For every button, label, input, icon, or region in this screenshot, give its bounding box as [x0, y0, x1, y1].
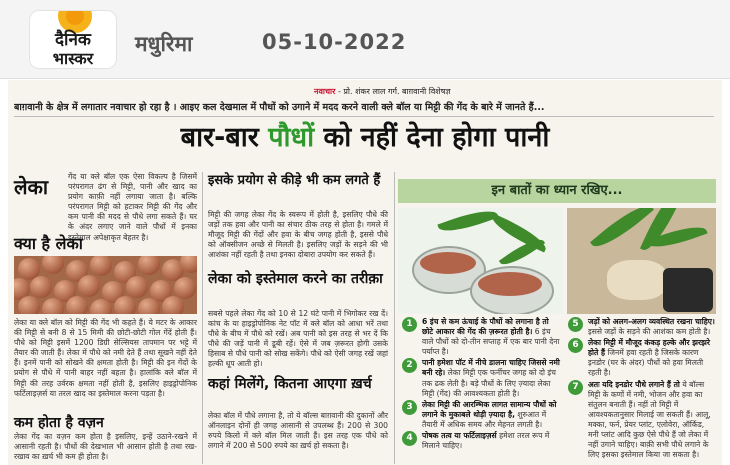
potted-plants-photo: [398, 208, 563, 314]
tip-bold-text: पानी हमेशा पॉट में नीचे डालना चाहिए जिससे नमी बनी रहे।: [422, 358, 560, 378]
tip-item: [402, 400, 562, 430]
clay-balls-in-pot: [420, 252, 476, 274]
headline: [8, 117, 722, 154]
top-bar: [0, 0, 730, 79]
tip-number-badge: 4: [402, 431, 417, 446]
tip-item: [402, 358, 562, 398]
tip-item: [402, 431, 562, 451]
tip-bold-text: अतः यदि इनडोर पौधे लगाने हैं तो: [588, 379, 680, 389]
tip-item: [568, 338, 716, 378]
clay-ball: [174, 277, 196, 299]
clay-ball: [42, 256, 64, 274]
clay-ball: [114, 296, 136, 314]
col1-paragraph-2: [14, 318, 197, 399]
article-intro: बाग़वानी के क्षेत्र में लगातार नवाचार हो रहा है । आइए कल देखमाल में पौधों को उगाने में मदद करने वाली क्ले बॉल या मिट्टी की गेंद के बारे में जानते हैं...: [14, 100, 714, 117]
tip-item: [568, 380, 716, 461]
plant-roots-photo: [567, 208, 716, 314]
col2-p2-text: सबसे पहले लेका गेंद को 10 से 12 घंटे पानी में भिगोकर रख दें। कांच के या हाइड्रोपोनिक नेट पॉट में क्ले बॉल को आधा भरें तथा पौधे के बीच में पौधे को रखें। अब पानी को इस तरह से भर दें कि पौधे की जड़ें पानी में डूबी रहें। ऐसे में जब ज़रूरत होगी उसके हिसाब से पौधे पानी को सोख सकेंगे। पौधे को ऐसी जगह रखें जहां हल्की धूप आती हो।: [208, 309, 388, 369]
tip-number-badge: 5: [568, 317, 583, 332]
byline-author: - प्रो. शंकर लाल गर्ग. बाग़वानी विशेषज्ञ: [337, 87, 451, 96]
tip-bold-text: लेका मिट्टी की आरम्भिक लागत सामान्य पौधों को लगाने के मुकाबले थोड़ी ज़्यादा है,: [422, 399, 557, 419]
pot-icon: [663, 268, 713, 312]
logo-line-1: दैनिक: [55, 30, 91, 50]
col1-p1-text: गेंद या क्ले बॉल एक ऐसा विकल्प है जिसमें परंपरागत ढंग से मिट्टी, पानी और खाद का प्रयोग काफ़ी नहीं लगाया जाता है। बल्कि परंपरागत मिट्टी को हटाकर मिट्टी की गेंद और कम पानी की मदद से पौधे लगा सकते हैं। घर के अंदर लगाए जाने वाले पौधों में इनका इस्तेमाल अपेक्षाकृत बेहतर है।: [68, 172, 197, 242]
clay-ball: [90, 256, 112, 276]
clay-ball: [66, 296, 88, 314]
clay-ball: [138, 298, 160, 314]
tip-text: जिनमें हवा रहती है जिसके कारण इनडोर (घर के अंदर) पौधों को हवा मिलती रहती है।: [588, 348, 704, 378]
tips-left-column: [402, 317, 562, 452]
roots-icon: [607, 260, 667, 300]
col2-p3-text: लेका बॉल में पौधे लगाना है, तो ये बॉल्स बाग़वानी की दुकानों और ऑनलाइन दोनों ही जगह आसानी से उपलब्ध हैं। 200 से 300 रुपये किलो में क्ले बॉल मिल जाती हैं। इस तरह एक पौधे को लगाने में 200 से 500 रुपये का ख़र्च हो सकता है।: [208, 411, 388, 451]
clay-ball: [162, 296, 184, 314]
headline-highlight: पौधों: [268, 122, 315, 153]
col2-paragraph-3: [208, 411, 388, 451]
headline-part-2: को नहीं देना होगा पानी: [323, 122, 550, 153]
tip-bold-text: जड़ों को अलग-अलग व्यवस्थित रखना चाहिए।: [588, 317, 715, 326]
column-divider: [394, 172, 395, 464]
clay-ball: [30, 276, 52, 298]
col1-p2-text: लेका या क्ले बॉल को मिट्टी की गेंद भी कहते हैं। ये मटर के आकार की मिट्टी से बनी 8 से 15 मिमी की छोटी-छोटी गोल गेंदें होती हैं। पौधे को मिट्टी इसमें 1200 डिग्री सेल्सियस तापमान पर भट्टे में तैयार की जाती हैं। लेका में पौधे को नमी देते हैं तथा सूखने नहीं देते हैं। इनमें पानी को सोखने की क्षमता होती है। मिट्टी की इन गेंदों के प्रयोग से पौधे में पानी बाहर नहीं बहता है। हालांकि क्ले बॉल में मिट्टी की तरह उर्वरक क्षमता नहीं होती है, इसलिए हाइड्रोपोनिक फर्टिलाइज़र्स या तरल खाद का इस्तेमाल करना पड़ता है।: [14, 318, 197, 398]
edition-name: मधुरिमा: [135, 32, 193, 56]
tip-text: हमेशा तरल रूप में मिलाने चाहिए।: [422, 431, 550, 451]
byline-tag: नवाचार: [314, 87, 336, 96]
edition-date: 05-10-2022: [262, 30, 407, 54]
tip-text: लेका मिट्टी एक फर्नीचर जगह को दो इंच तक ढक लेती है। बड़े पौधों के लिए ज़्यादा लेका मिट्टी (गेंद) की आवश्यकता होती है।: [422, 368, 556, 398]
tip-bold-text: लेका मिट्टी में मौजूद कंकड़ हल्के और झरझरे होते हैं: [588, 338, 710, 358]
tip-number-badge: 3: [402, 400, 417, 415]
subhead-where-cost: कहां मिलेंगे, कितना आएगा ख़र्च: [208, 376, 372, 392]
col1-paragraph-3: [14, 432, 197, 462]
tip-number-badge: 2: [402, 358, 417, 373]
dainik-bhaskar-logo[interactable]: [30, 11, 116, 68]
tip-item: [402, 317, 562, 357]
clay-balls-in-pot: [478, 272, 542, 296]
logo-line-2: भास्कर: [52, 49, 94, 68]
col2-p1-text: मिट्टी की जगह लेका गेंद के स्वरूप में होती है, इसलिए पौधे की जड़ों तक हवा और पानी का संचार ठीक तरह से होता है। गमले में मौजूद मिट्टी की गेंदों और हवा के बीच जगह होती है, इससे पौधे को ऑक्सीजन अच्छे से मिलती है। इसलिए जड़ों के सड़ने की भी आशंका नहीं रहती है तथा इनका दोबारा उपयोग कर सकते हैं।: [208, 210, 388, 260]
tip-text: ये बॉल्स मिट्टी के कणों में नमी, भोजन और हवा का संतुलन बनाती हैं। नहीं तो मिट्टी में आवश्यकतानुसार मिलाई जा सकती हैं। आलू, मक्का, फर्न, प्रेयर प्लांट, एलोवेरा, ऑर्किड, मनी प्लांट आदि कुछ ऐसे पौधे हैं जो लेका में नहीं उगाने चाहिए। बाक़ी सभी पौधे लगाने के लिए इसका इस्तेमाल किया जा सकता है।: [588, 379, 711, 460]
col2-paragraph-2: [208, 309, 388, 370]
clay-ball: [126, 276, 148, 298]
tip-bold-text: पोषक तत्व या फर्टिलाइज़र्स: [422, 431, 497, 441]
newspaper-page: [8, 80, 722, 465]
subhead-what-is-leka: क्या है लेका: [14, 234, 83, 253]
tips-banner: इन बातों का ध्यान रखिए...: [398, 179, 716, 203]
subhead-how-to-use: लेका को इस्तेमाल करने का तरीक़ा: [208, 271, 383, 287]
headline-part-1: बार-बार: [180, 122, 259, 153]
col2-paragraph-1: [208, 210, 388, 260]
clay-ball: [78, 275, 100, 297]
clay-ball: [42, 298, 64, 314]
clay-balls-photo: [14, 256, 197, 314]
tip-number-badge: 7: [568, 380, 583, 395]
tip-bold-text: 6 इंच से कम ऊंचाई के पौधों को लगाना है तो छोटे आकार की गेंद की ज़रूरत होती है।: [422, 317, 549, 337]
tip-text: शुरुआत में तैयारी में अधिक समय और मेहनत लगती है।: [422, 409, 547, 429]
clay-ball: [90, 299, 112, 314]
clay-ball: [18, 296, 40, 314]
leaf-icon: [437, 208, 498, 238]
tip-number-badge: 1: [402, 317, 417, 332]
column-divider: [202, 172, 203, 464]
tip-item: [568, 317, 716, 337]
byline: [314, 86, 450, 97]
clay-ball: [138, 256, 160, 275]
subhead-less-weight: कम होता है वज़न: [14, 415, 104, 431]
tip-text: इससे जड़ों के सड़ने की आशंका कम होती है।: [588, 327, 711, 337]
tip-number-badge: 6: [568, 338, 583, 353]
col1-paragraph-1: [68, 172, 197, 243]
tip-text: 6 इंच वाले पौधों को दो-तीन सप्ताह में एक बार पानी देना पर्याप्त है।: [422, 327, 560, 357]
dropcap-leka: लेका: [14, 175, 49, 199]
tips-right-column: [568, 317, 716, 461]
subhead-fewer-insects: इसके प्रयोग से कीड़े भी कम लगते हैं: [208, 173, 381, 188]
col1-p3-text: लेका गेंद का वज़न कम होता है इसलिए, इन्हें उठाने-रखने में आसानी रहती है। पौधों की देखभाल भी आसान होती है तथा रख-रखाव का ख़र्च भी कम ही होता है।: [14, 432, 197, 462]
